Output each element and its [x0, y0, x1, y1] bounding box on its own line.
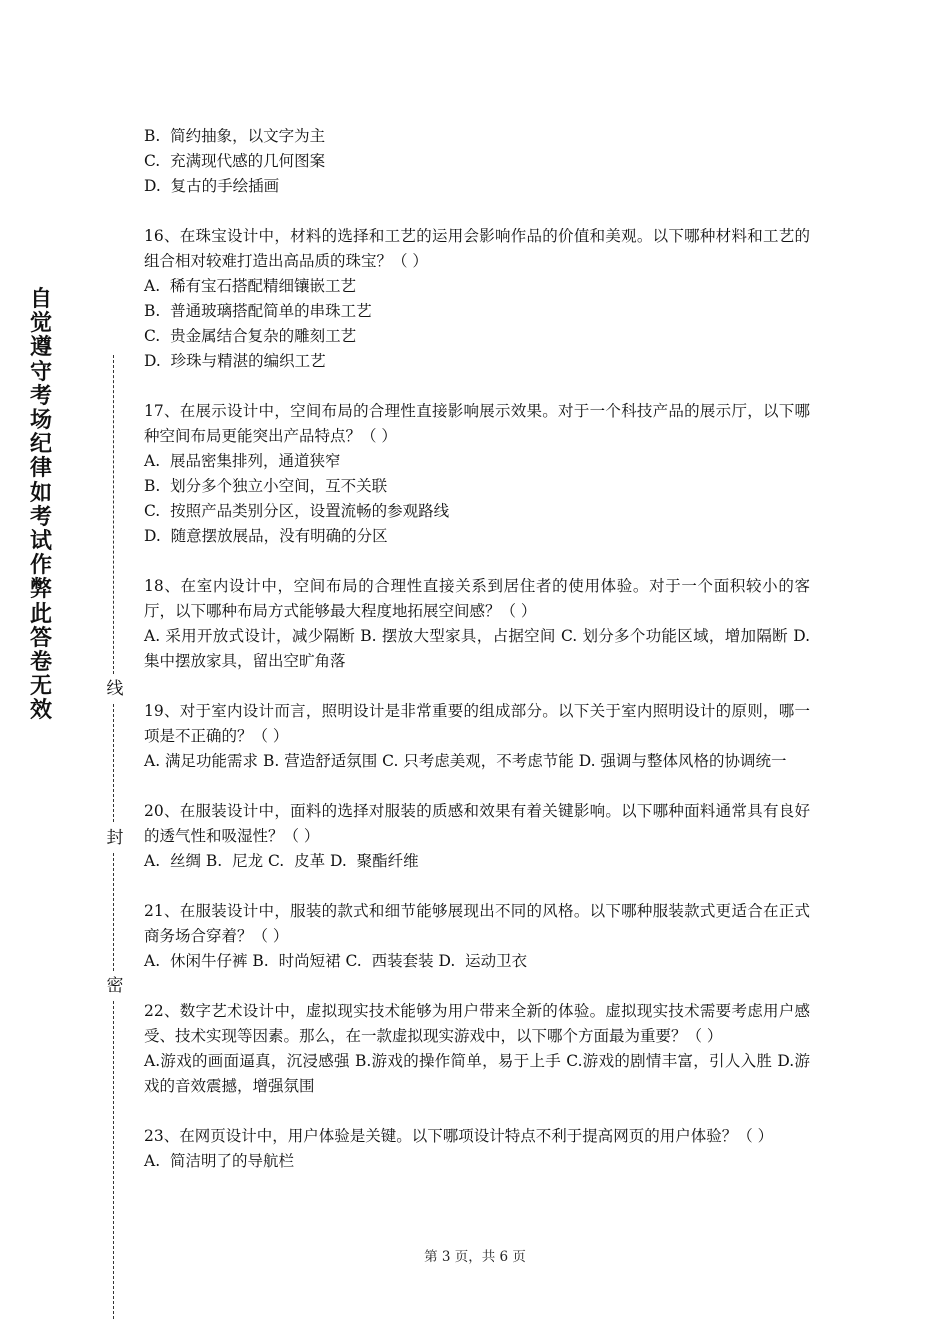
binding-word-seal: 封	[104, 827, 126, 849]
exam-warning-vertical: 自 觉 遵 守 考 场 纪 律 如 考 试 作 弊 此 答 卷 无 效	[29, 287, 52, 724]
option-line: C. 贵金属结合复杂的雕刻工艺	[144, 327, 357, 345]
question-18: 18、在室内设计中，空间布局的合理性直接关系到居住者的使用体验。对于一个面积较小的客厅，以下哪种布局方式能够最大程度地拓展空间感？（ ）	[144, 577, 810, 620]
option-line: B. 简约抽象，以文字为主	[144, 127, 326, 145]
option-line: A. 满足功能需求 B. 营造舒适氛围 C. 只考虑美观，不考虑节能 D. 强调与整体风格的协调统一	[144, 752, 787, 770]
binding-dashed-line	[113, 853, 114, 971]
page-footer: 第 3 页，共 6 页	[424, 1249, 526, 1265]
question-17: 17、在展示设计中，空间布局的合理性直接影响展示效果。对于一个科技产品的展示厅，以下哪种空间布局更能突出产品特点？（ ）	[144, 402, 810, 445]
option-line: A. 丝绸 B. 尼龙 C. 皮革 D. 聚酯纤维	[144, 852, 419, 870]
option-line: C. 充满现代感的几何图案	[144, 152, 326, 170]
option-line: B. 划分多个独立小空间，互不关联	[144, 477, 388, 495]
option-line: A. 稀有宝石搭配精细镶嵌工艺	[144, 277, 356, 295]
option-line: A. 简洁明了的导航栏	[144, 1152, 294, 1170]
question-23: 23、在网页设计中，用户体验是关键。以下哪项设计特点不利于提高网页的用户体验？（ ）	[144, 1127, 774, 1145]
option-line: A. 采用开放式设计，减少隔断 B. 摆放大型家具，占据空间 C. 划分多个功能区域，增加隔断 D. 集中摆放家具，留出空旷角落	[144, 627, 810, 670]
option-line: D. 珍珠与精湛的编织工艺	[144, 352, 326, 370]
binding-dashed-line	[113, 355, 114, 674]
binding-word-secret: 密	[104, 975, 126, 997]
option-line: A. 休闲牛仔裤 B. 时尚短裙 C. 西装套装 D. 运动卫衣	[144, 952, 528, 970]
option-line: B. 普通玻璃搭配简单的串珠工艺	[144, 302, 372, 320]
binding-word-line: 线	[104, 678, 126, 700]
binding-dashed-line	[113, 704, 114, 822]
option-line: D. 复古的手绘插画	[144, 177, 280, 195]
option-line: D. 随意摆放展品，没有明确的分区	[144, 527, 388, 545]
question-21: 21、在服装设计中，服装的款式和细节能够展现出不同的风格。以下哪种服装款式更适合在正式商务场合穿着？（ ）	[144, 902, 810, 945]
option-line: C. 按照产品类别分区，设置流畅的参观路线	[144, 502, 450, 520]
question-20: 20、在服装设计中，面料的选择对服装的质感和效果有着关键影响。以下哪种面料通常具有良好的透气性和吸湿性？（ ）	[144, 802, 810, 845]
option-line: A. 展品密集排列，通道狭窄	[144, 452, 341, 470]
option-line: A.游戏的画面逼真，沉浸感强 B.游戏的操作简单，易于上手 C.游戏的剧情丰富，引人入胜 D.游戏的音效震撼，增强氛围	[144, 1052, 810, 1095]
question-22: 22、数字艺术设计中，虚拟现实技术能够为用户带来全新的体验。虚拟现实技术需要考虑用户感受、技术实现等因素。那么，在一款虚拟现实游戏中，以下哪个方面最为重要？（ ）	[144, 1002, 810, 1045]
question-content	[144, 124, 810, 1174]
question-16: 16、在珠宝设计中，材料的选择和工艺的运用会影响作品的价值和美观。以下哪种材料和工艺的组合相对较难打造出高品质的珠宝？（ ）	[144, 227, 810, 270]
question-19: 19、对于室内设计而言，照明设计是非常重要的组成部分。以下关于室内照明设计的原则，哪一项是不正确的？（ ）	[144, 702, 810, 745]
binding-dashed-line	[113, 1001, 114, 1319]
